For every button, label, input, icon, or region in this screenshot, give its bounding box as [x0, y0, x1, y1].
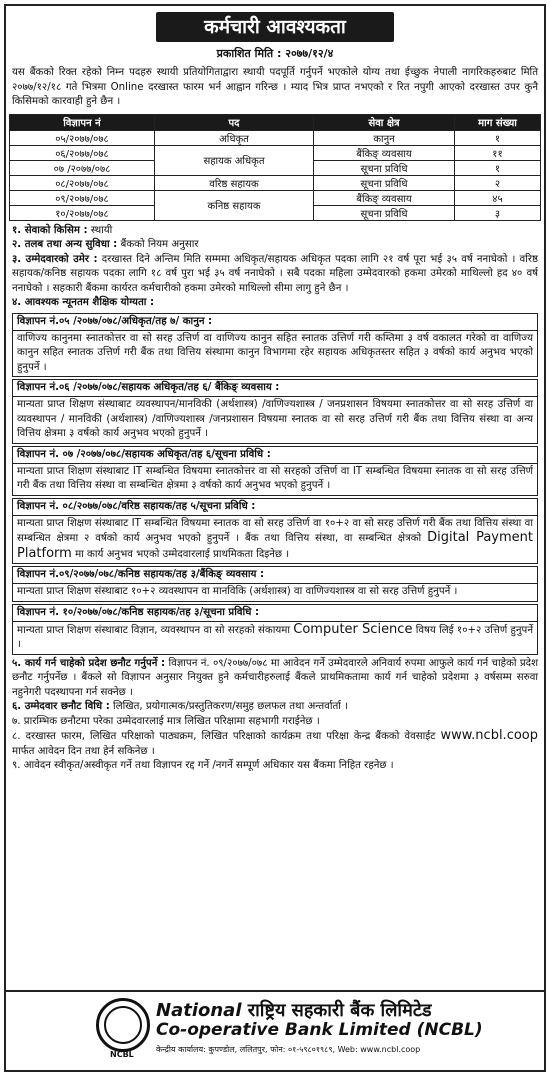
section-label: १. सेवाको किसिम : [12, 224, 88, 236]
count-cell: ४५ [455, 190, 541, 205]
section-service-type [6, 224, 544, 239]
section-text: दरखास्त दिने अन्तिम मिति सम्ममा अधिकृत/सहायक अधिकृत पदका लागि २१ वर्ष पूरा भई ३५ वर्ष ननाघेको । वरिष्ठ सहायक/कनिष्ठ सहायक पदका लागि १८ वर्ष पुरा भई ३५ वर्ष ननाघेको । सबै पदका महिला उम्मेदवारको हकमा उमेरको माथिल्लो हद ४० वर्ष ननाघेको । सहकारी बैंकमा कार्यरत कर्मचारीको हकमा उमेरको माथिल्लो सीमा लागु हुने छैन । [12, 253, 538, 294]
bank-name-en-2: Co-operative Bank Limited (NCBL) [156, 1020, 483, 1040]
emphasis-text: Computer Science [293, 621, 413, 637]
table-header-row [10, 114, 541, 130]
post-cell: कनिष्ठ सहायक [155, 190, 314, 220]
website-link[interactable]: www.ncbl.coop [440, 728, 538, 743]
bank-address: केन्द्रीय कार्यालय: कुपण्डोल, ललितपुर, फोन: ०१-५९८०१९८९, Web: www.ncbl.coop [156, 1045, 421, 1054]
column-header: विज्ञापन नं [10, 114, 155, 130]
section-label: ६. उम्मेदवार छनौट विधि : [12, 701, 110, 712]
count-cell: १ [455, 160, 541, 175]
post-cell: वरिष्ठ सहायक [155, 175, 314, 190]
ad-number-cell: ०६/२०७७/०७८ [10, 145, 155, 160]
count-cell: ११ [455, 145, 541, 160]
column-header: माग संख्या [455, 114, 541, 130]
service-cell: बैंकिङ् व्यवसाय [314, 145, 455, 160]
section-text: मार्फत आवेदन दिन तथा हेर्न सकिनेछ । [12, 745, 155, 757]
body-text: मा कार्य अनुभव भएको उम्मेदवारलाई प्राथमिकता दिइनेछ । [71, 548, 290, 560]
column-header: सेवा क्षेत्र [314, 114, 455, 130]
section-text: ८. दरखास्त फारम, लिखित परिक्षाको पाठ्यक्रम, लिखित परिक्षाको कार्यक्रम तथा परिक्षा केन्द्र बैंकको वेवसाईट [12, 731, 441, 742]
section-label: २. तलब तथा अन्य सुविधा : [12, 239, 118, 250]
qualification-body [13, 622, 537, 654]
service-cell: सूचना प्रविधि [314, 175, 455, 190]
bank-name-en: National [156, 1000, 242, 1021]
intro-paragraph: यस बैंकको रिक्त रहेको निम्न पदहरु स्थायी प्रतियोगिताद्वारा स्थायी पदपूर्ति गर्नुपर्ने भएकोले योग्य तथा ईच्छुक नेपाली नागरिकहरुबाट मिति २०७७/१२/१८ गते भित्रमा Online दरखास्त फारम भर्न आह्वान गरिन्छ । म्याद भित्र प्राप्त नभएको र रित नपुगी आएको दरखास्त उपर कुनै किसिमको कारवाही हुने छैन । [12, 67, 538, 107]
qualification-heading: विज्ञापन नं.०६ /२०७७/०७८/सहायक अधिकृत/तह ६/ बैंकिङ् व्यवसाय : [13, 380, 537, 397]
qualification-box [12, 446, 538, 496]
qualification-body: मान्यता प्राप्त शिक्षण संस्थाबाट व्यवस्थापन/मानविकी (अर्थशास्त्र) /वाणिज्यशास्त्र / जनप्रशासन विषयमा स्नातकोत्तर वा सो सरह उत्तिर्ण वा व्यवस्थापन / मानविकी (अर्थशास्त्र) /वाणिज्यशास्त्र /जनप्रशासन विषयमा स्नातक वा सो सरह उत्तिर्ण गरी बैंक तथा वित्तिय संस्था वा अन्य वित्तिय क्षेत्रमा ३ वर्षको कार्य अनुभव भएको हुनुपर्ने । [17, 399, 533, 439]
section-text: बैंकको नियम अनुसार [117, 239, 199, 250]
table-row [10, 145, 541, 160]
ad-number-cell: ०९/२०७७/०७८ [10, 190, 155, 205]
qualification-heading: विज्ञापन नं.०९/२०७७/०७८/कनिष्ठ सहायक/तह ३/बैंकिङ् व्यवसाय : [13, 567, 537, 584]
body-text: मान्यता प्राप्त शिक्षण संस्थाबाट विज्ञान, व्यवस्थापन वा सो सरहको संकायमा [17, 624, 294, 636]
post-cell: सहायक अधिकृत [155, 145, 314, 175]
qualification-body: मान्यता प्राप्त शिक्षण संस्थाबाट IT सम्बन्धित विषयमा स्नातकोत्तर वा सो सरहको उत्तिर्ण वा IT सम्बन्धित विषयमा स्नातक वा सो सरह उत्तिर्ण गरी बैंक तथा वित्तिय संस्था वा सम्बन्धित क्षेत्रमा ३ वर्षको कार्य अनुभव भएको हुनुपर्ने । [17, 465, 533, 491]
section-qualification [6, 296, 544, 311]
ad-number-cell: १०/२०७७/०७८ [10, 205, 155, 220]
count-cell: २ [455, 175, 541, 190]
page-title: कर्मचारी आवश्यकता [156, 12, 394, 42]
qualification-body: मान्यता प्राप्त शिक्षण संस्थाबाट १०+२ व्यवस्थापन वा मानविकि (अर्थशास्त्र) वा वाणिज्यशास्त्र वा सो सरह उत्तिर्ण हुनुपर्ने । [17, 586, 458, 597]
qualification-heading: विज्ञापन नं. १०/२०७७/०७८/कनिष्ठ सहायक/तह ३/सूचना प्रविधि : [13, 605, 537, 622]
section-selection-method [6, 700, 544, 715]
emphasis-text: Digital Payment Platform [17, 530, 533, 561]
section-text: लिखित, प्रयोगात्मक/प्रस्तुतिकरण/समुह छलफल तथा अन्तर्वार्ता । [109, 701, 349, 712]
section-province [6, 657, 544, 701]
section-label: ५. कार्य गर्न चाहेको प्रदेश छनौट गर्नुपर्ने : [12, 657, 166, 669]
table-row [10, 190, 541, 205]
service-cell: सूचना प्रविधि [314, 205, 455, 220]
body-text: मान्यता प्राप्त शिक्षण संस्थाबाट IT सम्बन्धित विषयमा स्नातक वा सो सरह उत्तिर्ण वा १०+२ वा सो सरह उत्तिर्ण गरी बैंक तथा वित्तिय संस्था वा सम्बन्धित क्षेत्रमा २ वर्षको कार्य अनुभव भएको हुनुपर्ने । बैंक तथा वित्तिय संस्था, वा सम्बन्धित क्षेत्रको [17, 517, 533, 544]
ad-number-cell: ०५/२०७७/०७८ [10, 130, 155, 145]
table-row [10, 175, 541, 190]
qualification-box [12, 498, 538, 565]
section-label: ४. आवश्यक न्यूनतम शैक्षिक योग्यता : [12, 297, 155, 308]
column-header: पद [155, 114, 314, 130]
section-text: स्थायी [87, 224, 113, 236]
body-text: विषय लिई १०+२ उत्तिर्ण हुनुपर्ने । [17, 624, 533, 650]
post-cell: अधिकृत [155, 130, 314, 145]
count-cell: ३ [455, 205, 541, 220]
section-age [6, 253, 544, 297]
table-row [10, 130, 541, 145]
ad-number-cell: ०७ /२०७७/०७८ [10, 160, 155, 175]
qualification-heading: विज्ञापन नं. ०७ /२०७७/०७८/सहायक अधिकृत/तह ६/सूचना प्रविधि : [13, 447, 537, 464]
section-rights: ९. आवेदन स्वीकृत/अस्वीकृत गर्ने तथा विज्ञापन रद्द गर्ने /नगर्ने सम्पूर्ण अधिकार यस बैंकमा निहित रहनेछ । [12, 760, 394, 771]
section-application [6, 729, 544, 759]
bank-footer [6, 990, 544, 1070]
logo-text: NCBL [110, 1050, 134, 1059]
qualification-box [12, 313, 538, 378]
service-cell: सूचना प्रविधि [314, 160, 455, 175]
bank-logo-icon [96, 998, 150, 1052]
bank-name-np: राष्ट्रिय सहकारी बैंक लिमिटेड [247, 1000, 432, 1021]
service-cell: कानुन [314, 130, 455, 145]
qualification-box [12, 379, 538, 444]
qualification-body [13, 516, 537, 564]
bank-name [156, 998, 432, 1022]
publish-date: प्रकाशित मिति : २०७७/१२/४ [216, 47, 334, 60]
qualification-box [12, 604, 538, 655]
qualification-heading: विज्ञापन नं.०५ /२०७७/०७८/अधिकृत/तह ७/ कानुन : [13, 314, 537, 331]
section-written-exam: ७. प्रारम्भिक छनौटमा परेका उम्मेदवारलाई मात्र लिखित परिक्षामा सहभागी गराईनेछ । [12, 715, 320, 727]
qualification-body: वाणिज्य कानुनमा स्नातकोत्तर वा सो सरह उत्तिर्ण वा वाणिज्य कानुन सहित स्नातक उत्तिर्ण गरी कम्तिमा ३ वर्ष वकालत गरेको वा वाणिज्य कानुन सहित स्नातक उत्तिर्ण गरी बैंक तथा वित्तिय संस्थामा कानुन विभागमा रहेर सहायक अधिकृतस्तर सहित ३ वर्षको कार्य अनुभव भएको हुनुपर्ने । [17, 332, 533, 373]
ad-number-cell: ०८/२०७७/०७८ [10, 175, 155, 190]
section-label: ३. उम्मेदवारको उमेर : [12, 253, 98, 265]
qualification-box [12, 566, 538, 602]
qualification-heading: विज्ञापन नं. ०८/२०७७/०७८/वरिष्ठ सहायक/तह ५/सूचना प्रविधि : [13, 499, 537, 516]
vacancy-table [9, 114, 541, 221]
section-text: विज्ञापन नं. ०९/२०७७/०७८ मा आवेदन गर्ने उम्मेदवारले अनिवार्य रुपमा आफुले कार्य गर्न चाहेको प्रदेश छनौट गर्नुपर्नेछ । बैंकले सो विज्ञापन अनुसार नियुक्त हुने कर्मचारीहरुलाई बैंकले प्राथमिकतामा कार्य गर्न चाहेको प्रदेशमा ३ वर्षसम्म सरुवा नहुनेगरी पदस्थापना गर्न सक्नेछ । [12, 657, 539, 698]
advertisement [4, 4, 546, 1072]
section-salary [6, 238, 544, 253]
count-cell: १ [455, 130, 541, 145]
service-cell: बैंकिङ् व्यवसाय [314, 190, 455, 205]
